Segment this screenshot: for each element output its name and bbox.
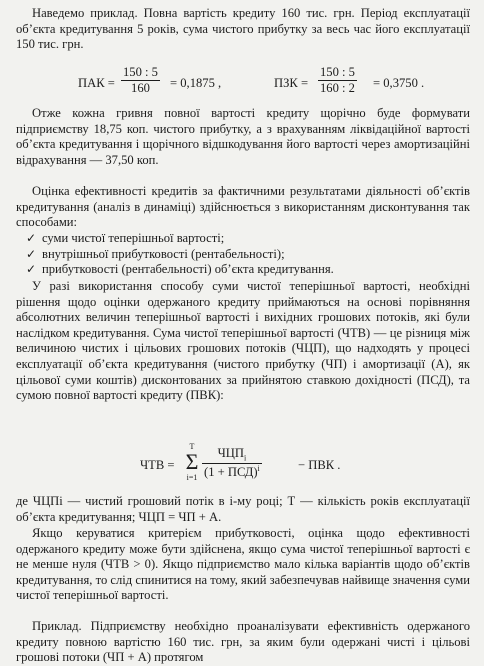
paragraph-methods-intro: Оцінка ефективності кредитів за фактичними результатами діяльності об’єктів кредитування (аналіз в динаміці) здійснюється з використанням дисконтування так способами: xyxy=(16,184,470,230)
formula-pzk-denominator: 160 : 2 xyxy=(320,81,355,95)
checklist-item-label: прибутковості (рентабельності) об’єкта кредитування. xyxy=(42,262,334,277)
formula-pak-lhs: ПАК = xyxy=(78,76,115,90)
checklist-item xyxy=(26,247,466,263)
sum-upper-limit: T xyxy=(189,442,195,451)
paragraph-npv-definition: У разі використання способу суми чистої теперішньої вартості, необхідні рішення щодо оцінки одержаного кредиту приймаються на основі порівняння абсолютних величин теперішньої вартості і вихідних грошових потоків, які були наслідком кредитування. Сума чистої теперішньої вартості (ЧТВ) — це різниця між величиною чистих і цільових грошових потоків (ЧЦП), що надходять у процесі експлуатації об’єкта кредитування (чистого прибутку (ЧП) і амортизації (А), як цільової суми коштів) дисконтованих за прийнятою ставкою дохідності (ПСД), та сумою повної вартості кредиту (ПВК): xyxy=(16,279,470,403)
formula-pak-fraction xyxy=(121,65,160,96)
paragraph-profitability-criterion: Якщо керуватися критерієм прибутковості, оцінка щодо ефективності одержаного кредиту може бути здійснена, якщо сума чистої теперішньої вартості є не менше нуля (ЧТВ > 0). Якщо підприємство мало кілька варіантів щодо об’єктів кредитування, то слід спинитися на тому, який забезпечував найвище значення суми чистої теперішньої вартості. xyxy=(16,526,470,603)
formula-chtv-denominator xyxy=(202,464,262,480)
formula-pak-numerator: 150 : 5 xyxy=(123,65,158,79)
checkmark-icon: ✓ xyxy=(26,262,37,277)
formula-pzk-lhs: ПЗК = xyxy=(274,76,309,90)
formula-pzk-fraction xyxy=(318,65,357,96)
numerator-index: і xyxy=(243,453,247,463)
sigma-symbol: Σ xyxy=(185,449,199,474)
formula-chtv-tail: − ПВК . xyxy=(298,458,341,472)
formula-pzk-result: = 0,3750 . xyxy=(373,76,425,90)
checklist-item-label: суми чистої теперішньої вартості; xyxy=(42,231,225,245)
checkmark-icon: ✓ xyxy=(26,246,37,261)
denominator-text: (1 + ПСД) xyxy=(204,464,258,479)
formula-pak-denominator: 160 xyxy=(131,81,150,95)
formula-chtv-lhs: ЧТВ = xyxy=(140,458,175,472)
sum-lower-limit: і=1 xyxy=(186,473,198,482)
paragraph-legend: де ЧЦПі — чистий грошовий потік в і-му році; Т — кількість років експлуатації об’єкта кредитування; ЧЦП = ЧП + А. xyxy=(16,494,470,524)
checklist-item-label: внутрішньої прибутковості (рентабельності); xyxy=(42,246,285,261)
formula-chtv-numerator xyxy=(202,446,262,464)
formula-chtv xyxy=(0,442,484,490)
denominator-exponent: і xyxy=(257,463,260,473)
numerator-text: ЧЦП xyxy=(217,446,244,460)
summation-sign xyxy=(184,442,200,482)
paragraph-example-two: Приклад. Підприємству необхідно проаналізувати ефективність одержаного кредиту повною вартістю 160 тис. грн, за яким були одержані чисті і цільові грошові потоки (ЧП + А) протягом xyxy=(16,619,470,665)
paragraph-conclusion: Отже кожна гривня повної вартості кредиту щорічно буде формувати підприємству 18,75 коп. чистого прибутку, а з врахуванням ліквідаційної вартості об’єкта кредитування і щорічного відшкодування його вартості через амортизаційні відрахування — 37,50 коп. xyxy=(16,106,470,167)
formula-pak-pzk xyxy=(0,65,484,105)
formula-chtv-fraction xyxy=(202,446,262,480)
checklist-item xyxy=(26,262,466,278)
checkmark-icon: ✓ xyxy=(26,231,37,245)
checklist-item xyxy=(26,231,466,247)
paragraph-example-intro: Наведемо приклад. Повна вартість кредиту 160 тис. грн. Період експлуатації об’єкта кредитування 5 років, сума чистого прибутку за весь час його експлуатації 150 тис. грн. xyxy=(16,6,470,52)
formula-pzk-numerator: 150 : 5 xyxy=(320,65,355,79)
formula-pak-result: = 0,1875 , xyxy=(170,76,222,90)
methods-checklist xyxy=(26,231,466,278)
